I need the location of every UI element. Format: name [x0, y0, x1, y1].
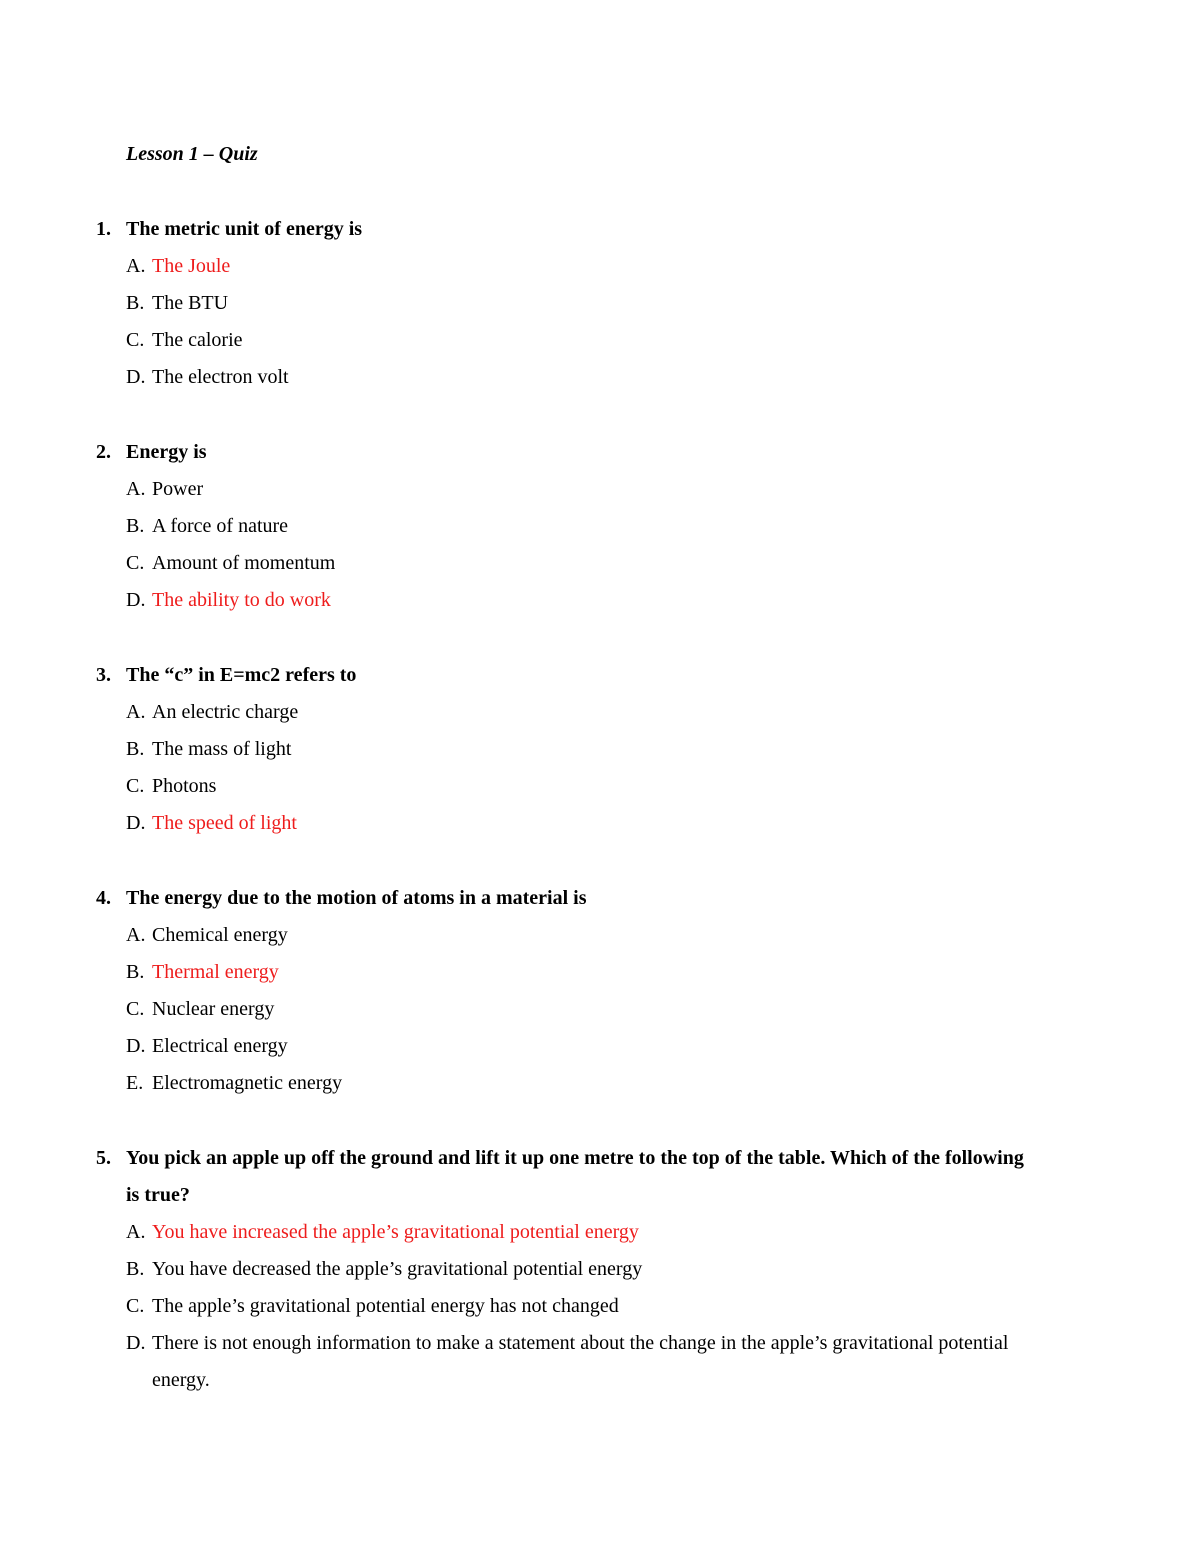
option-letter: D.: [126, 1035, 146, 1057]
question-text: The energy due to the motion of atoms in a material is: [126, 887, 587, 909]
option-letter: A.: [126, 701, 146, 723]
option-text: The BTU: [152, 292, 229, 314]
question-text: The “c” in E=mc2 refers to: [126, 664, 357, 686]
answer-option-c: [96, 322, 1036, 359]
option-letter: B.: [126, 738, 145, 760]
option-text: Nuclear energy: [152, 998, 275, 1020]
option-letter: D.: [126, 589, 146, 611]
option-text: There is not enough information to make a statement about the change in the apple’s gravitational potential energy.: [152, 1332, 1009, 1391]
answer-option-b: [96, 1251, 1036, 1288]
question-5: [96, 1140, 1036, 1399]
option-letter: D.: [126, 366, 146, 388]
option-text: Amount of momentum: [152, 552, 336, 574]
option-text: The calorie: [152, 329, 243, 351]
option-letter: D.: [126, 812, 146, 834]
answer-option-d: [96, 1325, 1036, 1399]
option-text-correct: You have increased the apple’s gravitational potential energy: [152, 1221, 639, 1243]
answer-option-e: [96, 1065, 1036, 1102]
option-letter: A.: [126, 1221, 146, 1243]
option-text-correct: The ability to do work: [152, 589, 331, 611]
option-letter: B.: [126, 292, 145, 314]
option-text: The apple’s gravitational potential energy has not changed: [152, 1295, 619, 1317]
option-letter: A.: [126, 478, 146, 500]
answer-options: [96, 694, 1036, 842]
answer-option-c: [96, 1288, 1036, 1325]
option-text: The mass of light: [152, 738, 292, 760]
option-text-correct: Thermal energy: [152, 961, 279, 983]
option-letter: B.: [126, 515, 145, 537]
question-number: 5.: [96, 1147, 111, 1169]
answer-option-b: [96, 285, 1036, 322]
quiz-title: Lesson 1 – Quiz: [126, 143, 258, 165]
option-letter: A.: [126, 255, 146, 277]
question-heading: [96, 657, 1036, 694]
answer-options: [96, 1214, 1036, 1399]
answer-option-b: [96, 954, 1036, 991]
option-text: A force of nature: [152, 515, 289, 537]
answer-options: [96, 471, 1036, 619]
answer-option-d: [96, 805, 1036, 842]
option-letter: C.: [126, 775, 145, 797]
answer-option-b: [96, 508, 1036, 545]
option-letter: C.: [126, 998, 145, 1020]
question-4: [96, 880, 1036, 1102]
question-text: You pick an apple up off the ground and lift it up one metre to the top of the table. Which of the following is true?: [126, 1147, 1024, 1206]
option-text: Electrical energy: [152, 1035, 288, 1057]
option-letter: D.: [126, 1332, 146, 1354]
option-text: Photons: [152, 775, 217, 797]
option-letter: C.: [126, 1295, 145, 1317]
question-number: 2.: [96, 441, 111, 463]
answer-option-a: [96, 694, 1036, 731]
question-text: Energy is: [126, 441, 207, 463]
question-heading: [96, 880, 1036, 917]
option-text: Chemical energy: [152, 924, 288, 946]
option-text: Power: [152, 478, 204, 500]
answer-option-d: [96, 582, 1036, 619]
option-text: Electromagnetic energy: [152, 1072, 343, 1094]
option-letter: B.: [126, 1258, 145, 1280]
question-1: [96, 211, 1036, 396]
option-letter: C.: [126, 552, 145, 574]
option-letter: E.: [126, 1072, 144, 1094]
question-2: [96, 434, 1036, 619]
question-number: 4.: [96, 887, 111, 909]
answer-option-a: [96, 917, 1036, 954]
question-number: 3.: [96, 664, 111, 686]
question-heading: [96, 1140, 1036, 1214]
option-letter: C.: [126, 329, 145, 351]
answer-option-a: [96, 471, 1036, 508]
question-heading: [96, 434, 1036, 471]
option-text-correct: The speed of light: [152, 812, 297, 834]
question-3: [96, 657, 1036, 842]
option-text: You have decreased the apple’s gravitational potential energy: [152, 1258, 643, 1280]
question-text: The metric unit of energy is: [126, 218, 363, 240]
answer-options: [96, 917, 1036, 1102]
option-text: The electron volt: [152, 366, 289, 388]
answer-option-c: [96, 768, 1036, 805]
answer-option-c: [96, 991, 1036, 1028]
answer-option-d: [96, 1028, 1036, 1065]
option-text: An electric charge: [152, 701, 299, 723]
option-letter: A.: [126, 924, 146, 946]
question-heading: [96, 211, 1036, 248]
answer-option-d: [96, 359, 1036, 396]
question-number: 1.: [96, 218, 111, 240]
option-text-correct: The Joule: [152, 255, 231, 277]
option-letter: B.: [126, 961, 145, 983]
answer-option-a: [96, 248, 1036, 285]
answer-option-a: [96, 1214, 1036, 1251]
answer-options: [96, 248, 1036, 396]
answer-option-c: [96, 545, 1036, 582]
answer-option-b: [96, 731, 1036, 768]
